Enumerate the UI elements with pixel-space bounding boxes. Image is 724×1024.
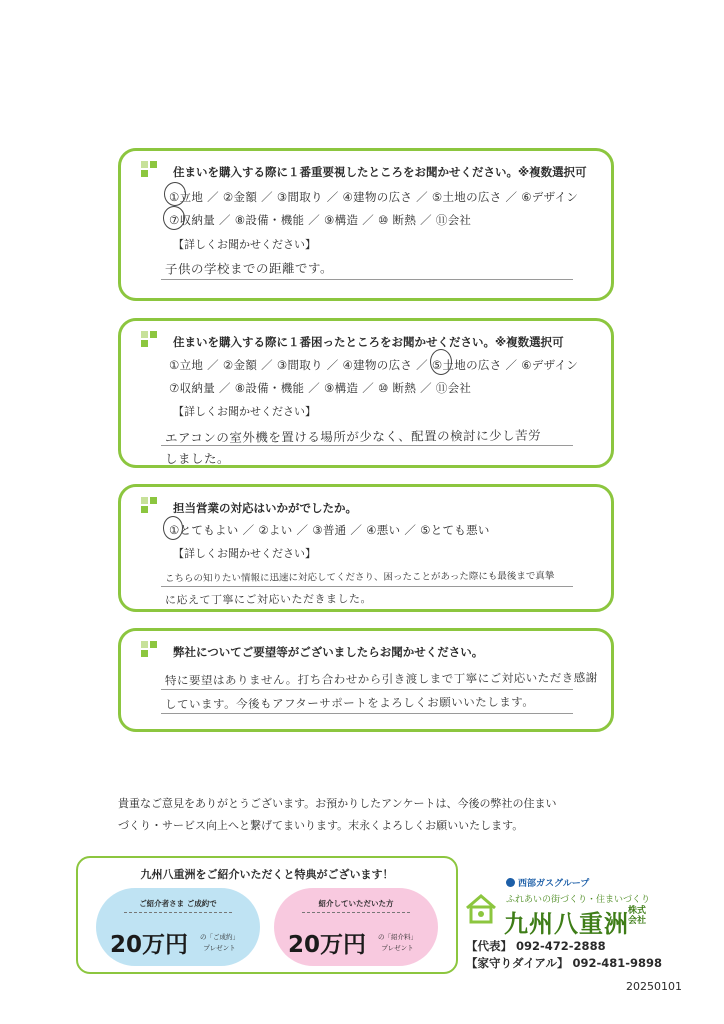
group-name (506, 876, 589, 889)
question-1-options-line2: ⑦収納量 ／ ⑧設備・機能 ／ ⑨構造 ／ ⑩ 断熱 ／ ⑪会社 (169, 213, 472, 227)
closing-line-1: 貴重なご意見をありがとうございます。お預かりしたアンケートは、今後の弊社の住まい (118, 797, 557, 810)
question-3-options: ①とてもよい ／ ②よい ／ ③普通 ／ ④悪い ／ ⑤とても悪い (169, 523, 490, 537)
question-3-answer-line1: こちらの知りたい情報に迅速に対応してくださり、困ったことがあった際にも最後まで真摯 (164, 570, 555, 585)
promo-left-pill (96, 888, 260, 966)
question-3-title: 担当営業の対応はいかがでしたか。 (173, 501, 357, 515)
question-2-box (118, 318, 614, 468)
question-4-answer-line2: しています。今後もアフターサポートをよろしくお願いいたします。 (164, 694, 535, 712)
question-1-box (118, 148, 614, 301)
promo-title: 九州八重洲をご紹介いただくと特典がございます！ (140, 868, 394, 881)
question-2-options-line2: ⑦収納量 ／ ⑧設備・機能 ／ ⑨構造 ／ ⑩ 断熱 ／ ⑪会社 (169, 381, 472, 395)
promo-right-pill (274, 888, 438, 966)
question-2-title: 住まいを購入する際に１番困ったところをお聞かせください。※複数選択可 (173, 335, 564, 349)
leaf-icon (141, 497, 159, 515)
phone-care: 【家守りダイアル】 092-481-9898 (466, 956, 663, 970)
promo-right-caption: 紹介していただいた方 (318, 899, 394, 908)
question-1-detail-label: 【詳しくお聞かせください】 (173, 238, 316, 251)
answer-underline (161, 586, 573, 587)
group-logo-icon (506, 878, 515, 887)
brand-suffix-1: 株式 (628, 906, 647, 916)
promo-right-note-2: プレゼント (381, 944, 414, 952)
promo-divider (302, 912, 410, 913)
leaf-icon (141, 331, 159, 349)
question-3-box (118, 484, 614, 612)
brand-tagline: ふれあいの街づくり・住まいづくり (506, 895, 651, 905)
closing-line-2: づくり・サービス向上へと繋げてまいります。末永くよろしくお願いいたします。 (118, 819, 524, 832)
promo-right-note (378, 932, 417, 954)
selected-option-mark (163, 206, 185, 230)
house-logo-icon (464, 892, 498, 926)
answer-underline (161, 279, 573, 280)
promo-divider (124, 912, 232, 913)
question-1-answer: 子供の学校までの距離です。 (164, 260, 334, 277)
question-2-options-line1: ①立地 ／ ②金額 ／ ③間取り ／ ④建物の広さ ／ ⑤土地の広さ ／ ⑥デザイン (169, 358, 579, 372)
brand-name: 九州八重洲 (504, 910, 629, 938)
question-2-answer-line1: エアコンの室外機を置ける場所が少なく、配置の検討に少し苦労 (164, 427, 542, 446)
promo-right-note-1: の「紹介料」 (378, 933, 417, 941)
question-3-answer-line2: に応えて丁寧にご対応いただきました。 (164, 592, 373, 607)
referral-promo-box (76, 856, 458, 974)
leaf-icon (141, 641, 159, 659)
question-2-detail-label: 【詳しくお聞かせください】 (173, 405, 316, 418)
promo-left-note-1: の「ご成約」 (200, 933, 239, 941)
answer-underline (161, 689, 573, 690)
answer-underline (161, 445, 573, 446)
question-4-title: 弊社についてご要望等がございましたらお聞かせください。 (173, 645, 484, 659)
selected-option-mark (430, 349, 452, 375)
question-4-box (118, 628, 614, 732)
selected-option-mark (163, 516, 183, 540)
brand-suffix (628, 906, 646, 926)
question-4-answer-line1: 特に要望はありません。打ち合わせから引き渡しまで丁寧にご対応いただき感謝 (164, 670, 598, 688)
group-name-text: 西部ガスグループ (518, 879, 590, 889)
question-2-answer-line2: しました。 (164, 450, 231, 467)
promo-left-caption: ご紹介者さま ご成約で (139, 899, 217, 908)
document-code: 20250101 (626, 980, 682, 993)
question-3-detail-label: 【詳しくお聞かせください】 (173, 547, 316, 560)
selected-option-mark (164, 182, 186, 206)
brand-suffix-2: 会社 (628, 916, 647, 926)
promo-left-amount: 20万円 (110, 932, 189, 958)
answer-underline (161, 713, 573, 714)
promo-left-note-2: プレゼント (203, 944, 236, 952)
phone-main: 【代表】 092-472-2888 (466, 939, 606, 953)
closing-message (118, 793, 598, 837)
promo-right-amount: 20万円 (288, 932, 367, 958)
question-1-title: 住まいを購入する際に１番重要視したところをお聞かせください。※複数選択可 (173, 165, 587, 179)
leaf-icon (141, 161, 159, 179)
question-1-options-line1: ①立地 ／ ②金額 ／ ③間取り ／ ④建物の広さ ／ ⑤土地の広さ ／ ⑥デザイン (169, 190, 579, 204)
promo-left-note (200, 932, 239, 954)
